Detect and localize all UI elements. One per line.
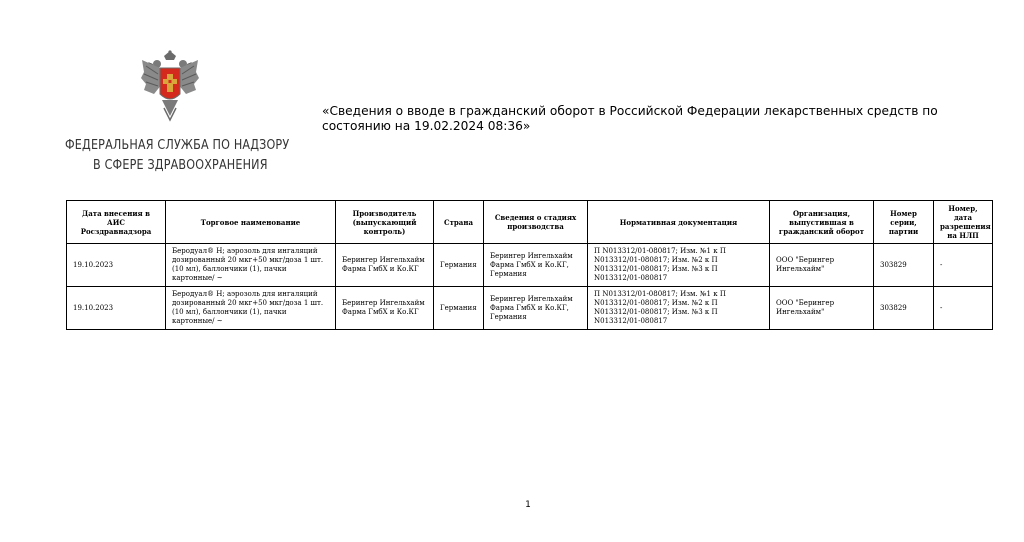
cell-batch: 303829 (874, 244, 934, 287)
header-stages: Сведения о стадиях производства (484, 201, 588, 244)
cell-organization: ООО "Берингер Ингельхайм" (770, 287, 874, 330)
cell-batch: 303829 (874, 287, 934, 330)
page-number: 1 (525, 500, 531, 510)
header-batch: Номер серии, партии (874, 201, 934, 244)
cell-permit: - (934, 287, 993, 330)
cell-normative-doc: П N013312/01-080817; Изм. №1 к П N013312/01-080817; Изм. №2 к П N013312/01-080817; Изм. №3 к П N013312/01-080817 (588, 287, 770, 330)
cell-stages: Берингер Ингельхайм Фарма ГмбХ и Ко.КГ, Германия (484, 287, 588, 330)
medicines-register-table (66, 200, 993, 330)
header-organization: Организация, выпустившая в гражданский оборот (770, 201, 874, 244)
cell-stages: Берингер Ингельхайм Фарма ГмбХ и Ко.КГ, Германия (484, 244, 588, 287)
cell-date: 19.10.2023 (67, 244, 166, 287)
header-manufacturer: Производитель (выпускающий контроль) (336, 201, 434, 244)
cell-manufacturer: Берингер Ингельхайм Фарма ГмбХ и Ко.КГ (336, 244, 434, 287)
cell-manufacturer: Берингер Ингельхайм Фарма ГмбХ и Ко.КГ (336, 287, 434, 330)
org-name-line-1: ФЕДЕРАЛЬНАЯ СЛУЖБА ПО НАДЗОРУ (65, 138, 290, 153)
cell-normative-doc: П N013312/01-080817; Изм. №1 к П N013312/01-080817; Изм. №2 к П N013312/01-080817; Изм. №3 к П N013312/01-080817 (588, 244, 770, 287)
header-permit: Номер, дата разрешения на НЛП (934, 201, 993, 244)
document-title: «Сведения о вводе в гражданский оборот в Российской Федерации лекарственных средств по состоянию на 19.02.2024 08:36» (322, 104, 938, 133)
header-date: Дата внесения в АИС Росздравнадзора (67, 201, 166, 244)
cell-date: 19.10.2023 (67, 287, 166, 330)
header-country: Страна (434, 201, 484, 244)
cell-permit: - (934, 244, 993, 287)
header-trade-name: Торговое наименование (166, 201, 336, 244)
roszdravnadzor-logo (60, 50, 300, 180)
table-row (67, 244, 993, 287)
header-normative-doc: Нормативная документация (588, 201, 770, 244)
cell-trade-name: Беродуал® Н; аэрозоль для ингаляций дозированный 20 мкг+50 мкг/доза 1 шт. (10 мл), баллончики (1), пачки картонные/ ~ (166, 287, 336, 330)
table-header-row (67, 201, 993, 244)
org-name-line-2: В СФЕРЕ ЗДРАВООХРАНЕНИЯ (93, 158, 268, 173)
cell-country: Германия (434, 287, 484, 330)
table-row (67, 287, 993, 330)
double-headed-eagle-emblem-icon (140, 50, 200, 122)
cell-country: Германия (434, 244, 484, 287)
cell-organization: ООО "Берингер Ингельхайм" (770, 244, 874, 287)
cell-trade-name: Беродуал® Н; аэрозоль для ингаляций дозированный 20 мкг+50 мкг/доза 1 шт. (10 мл), баллончики (1), пачки картонные/ ~ (166, 244, 336, 287)
